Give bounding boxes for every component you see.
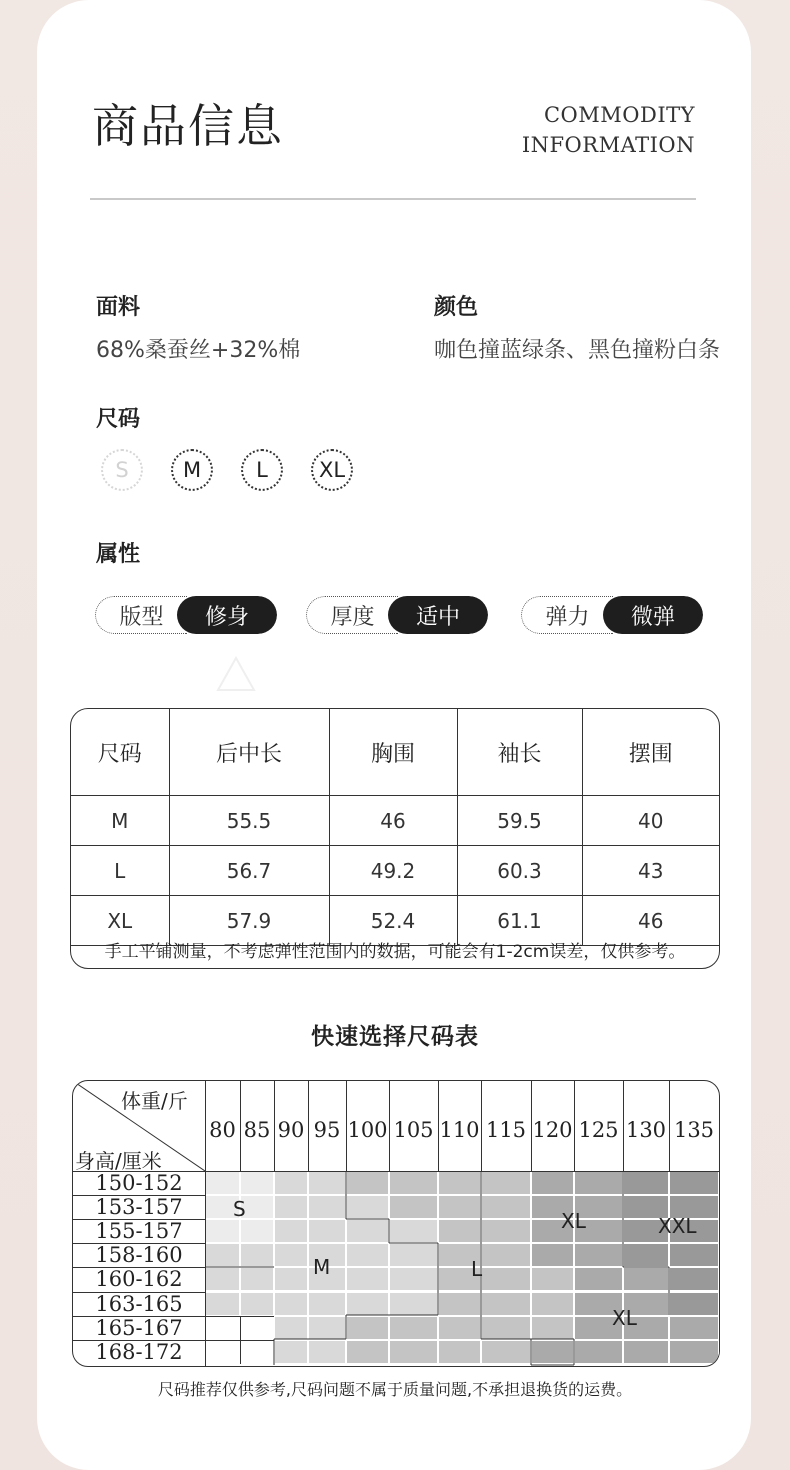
color-value: 咖色撞蓝绿条、黑色撞粉白条: [434, 338, 721, 363]
attribute-value: 修身: [177, 596, 277, 634]
table-cell: 43: [582, 846, 719, 896]
attribute-value: 微弹: [603, 596, 703, 634]
table-cell: XL: [71, 896, 169, 946]
height-label: 165-167: [95, 1315, 183, 1340]
page-title: 商品信息: [92, 99, 284, 153]
weight-header: 105: [393, 1118, 434, 1142]
fabric-value: 68%桑蚕丝+32%棉: [96, 338, 301, 363]
table-cell: 52.4: [329, 896, 457, 946]
weight-header: 135: [673, 1118, 715, 1142]
table-header-cell: 胸围: [329, 709, 457, 796]
table-cell: 49.2: [329, 846, 457, 896]
size-measurement-table: [70, 708, 720, 969]
height-label: 150-152: [95, 1171, 183, 1196]
title-en-line1: COMMODITY: [543, 103, 695, 127]
weight-header: 115: [485, 1118, 527, 1142]
size-option-xl[interactable]: XL: [311, 449, 353, 491]
size-zone-label: XL: [561, 1209, 586, 1233]
page-title-en: [470, 100, 695, 160]
color-label: 颜色: [434, 295, 479, 320]
divider: [90, 198, 696, 200]
size-option-m[interactable]: M: [171, 449, 213, 491]
size-label: 尺码: [96, 407, 141, 432]
size-zone-label: S: [233, 1197, 246, 1221]
height-label: 155-157: [95, 1219, 183, 1244]
weight-header: 95: [313, 1118, 341, 1142]
table-cell: 61.1: [457, 896, 582, 946]
size-option-s[interactable]: S: [101, 449, 143, 491]
weight-header: 110: [439, 1118, 480, 1142]
height-label: 168-172: [95, 1339, 183, 1364]
weight-header: 125: [578, 1118, 619, 1142]
table-cell: 57.9: [169, 896, 329, 946]
attributes-label: 属性: [96, 542, 141, 567]
quick-size-footnote: 尺码推荐仅供参考,尺码问题不属于质量问题,不承担退换货的运费。: [157, 1380, 633, 1399]
table-cell: 40: [582, 796, 719, 846]
size-option-l[interactable]: L: [241, 449, 283, 491]
table-cell: 59.5: [457, 796, 582, 846]
table-cell: 55.5: [169, 796, 329, 846]
table-cell: 46: [329, 796, 457, 846]
fabric-label: 面料: [96, 295, 141, 320]
table-header-cell: 后中长: [169, 709, 329, 796]
table-cell: 56.7: [169, 846, 329, 896]
table-header-cell: 尺码: [71, 709, 169, 796]
table-header-cell: 袖长: [457, 709, 582, 796]
quick-size-chart: [72, 1080, 720, 1367]
triangle-pointer-icon: [216, 656, 256, 692]
table-note: 手工平铺测量，不考虑弹性范围内的数据，可能会有1-2cm误差，仅供参考。: [104, 942, 686, 962]
height-label: 163-165: [95, 1291, 183, 1316]
attribute-value: 适中: [388, 596, 488, 634]
table-row: [71, 796, 719, 846]
title-en-line2: INFORMATION: [521, 133, 695, 157]
attribute-name: 厚度: [306, 596, 398, 634]
table-row: [71, 846, 719, 896]
weight-header: 85: [243, 1118, 271, 1142]
attribute-name: 版型: [95, 596, 187, 634]
size-zone-label: XL: [612, 1306, 637, 1330]
height-label: 160-162: [95, 1267, 183, 1292]
table-header-row: [71, 709, 719, 796]
size-zone-label: M: [313, 1255, 331, 1279]
table-cell: 60.3: [457, 846, 582, 896]
attribute-thickness: [306, 596, 488, 634]
attribute-name: 弹力: [521, 596, 613, 634]
weight-header: 120: [532, 1118, 573, 1142]
corner-weight-label: 体重/斤: [121, 1089, 188, 1113]
weight-header: 130: [625, 1118, 667, 1142]
table-cell: L: [71, 846, 169, 896]
table-cell: M: [71, 796, 169, 846]
quick-size-title: 快速选择尺码表: [311, 1024, 479, 1050]
weight-header: 90: [277, 1118, 305, 1142]
height-label: 153-157: [95, 1195, 183, 1220]
attribute-fit: [95, 596, 277, 634]
weight-header: 100: [347, 1118, 388, 1142]
attribute-elasticity: [521, 596, 703, 634]
corner-height-label: 身高/厘米: [75, 1149, 162, 1173]
table-cell: 46: [582, 896, 719, 946]
weight-header: 80: [209, 1118, 236, 1142]
table-header-cell: 摆围: [582, 709, 719, 796]
size-zone-label: L: [471, 1257, 483, 1281]
size-zone-label: XXL: [658, 1214, 697, 1238]
height-label: 158-160: [95, 1243, 183, 1268]
